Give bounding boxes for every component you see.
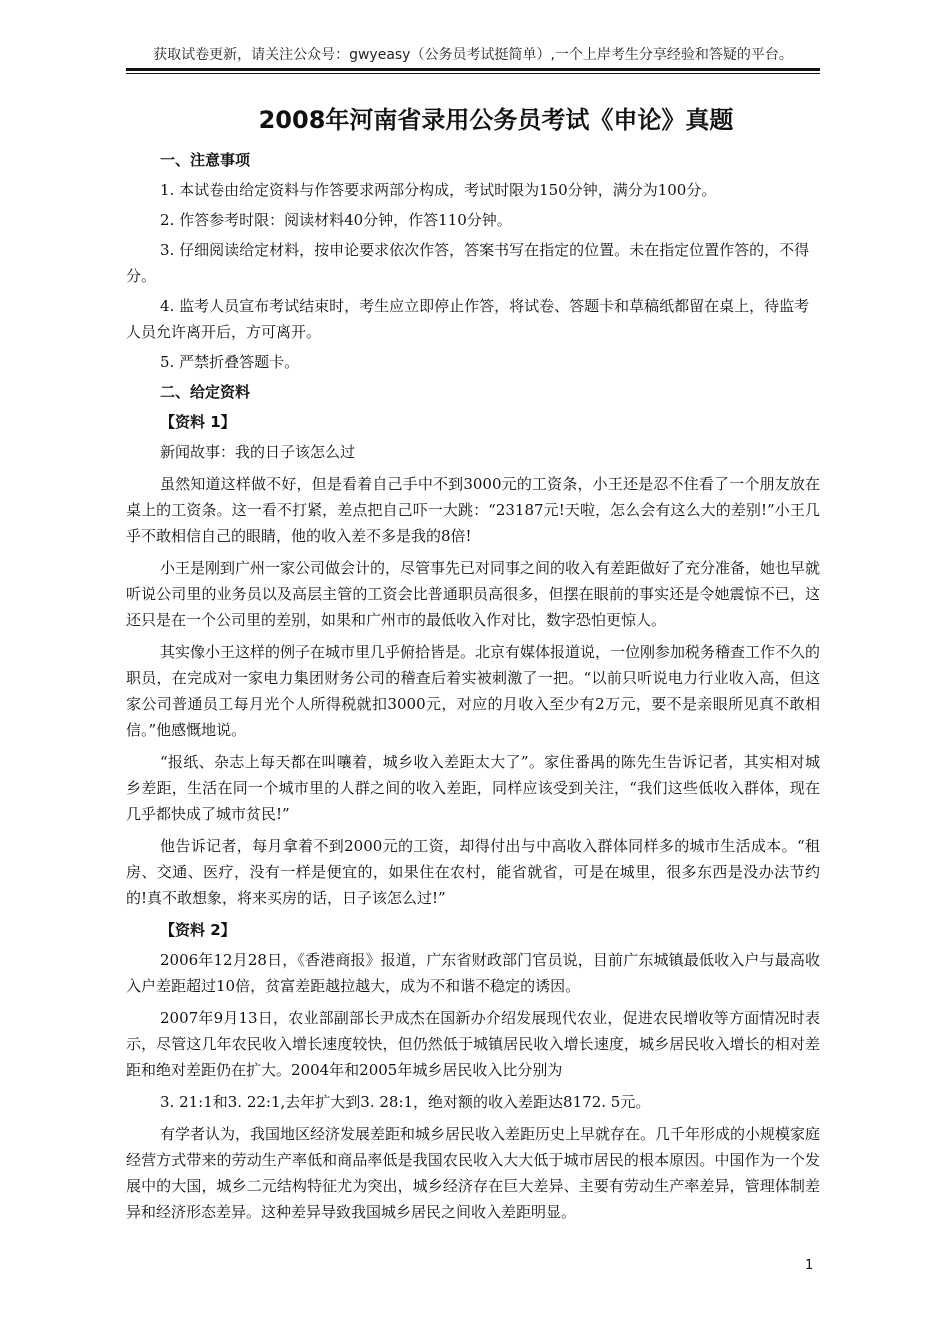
note-item: 2. 作答参考时限：阅读材料40分钟，作答110分钟。 bbox=[160, 211, 512, 229]
notes-heading: 一、注意事项 bbox=[160, 151, 251, 169]
page-number: 1 bbox=[805, 1258, 814, 1273]
page-header: 获取试卷更新，请关注公众号：gwyeasy（公务员考试挺简单）,一个上岸考生分享经验和答疑的平台。 bbox=[153, 47, 793, 63]
note-item: 5. 严禁折叠答题卡。 bbox=[160, 353, 300, 371]
material-1-paragraph: 虽然知道这样做不好，但是看着自己手中不到3000元的工资条，小王还是忍不住看了一个朋友放在桌上的工资条。这一看不打紧，差点把自己吓一大跳：“23187元!天啦，怎么会有这么大的差别!”小王几乎不敢相信自己的眼睛，他的收入差不多是我的8倍! bbox=[126, 475, 820, 545]
material-1-paragraph: 小王是刚到广州一家公司做会计的，尽管事先已对同事之间的收入有差距做好了充分准备，她也早就听说公司里的业务员以及高层主管的工资会比普通职员高很多，但摆在眼前的事实还是令她震惊不已，这还只是在一个公司里的差别，如果和广州市的最低收入作对比，数字恐怕更惊人。 bbox=[126, 559, 821, 629]
material-1-label: 【资料 1】 bbox=[160, 413, 236, 431]
material-2-paragraph: 3. 21:1和3. 22:1,去年扩大到3. 28:1，绝对额的收入差距达8172. 5元。 bbox=[160, 1093, 651, 1111]
materials-heading: 二、给定资料 bbox=[160, 383, 251, 401]
material-1-paragraph: “报纸、杂志上每天都在叫嚷着，城乡收入差距太大了”。家住番禺的陈先生告诉记者，其实相对城乡差距，生活在同一个城市里的人群之间的收入差距，同样应该受到关注，“我们这些低收入群体，现在几乎都快成了城市贫民!” bbox=[126, 753, 820, 823]
material-2-paragraph: 2006年12月28日，《香港商报》报道，广东省财政部门官员说，目前广东城镇最低收入户与最高收入户差距超过10倍，贫富差距越拉越大，成为不和谐不稳定的诱因。 bbox=[126, 951, 820, 995]
material-2-label: 【资料 2】 bbox=[160, 921, 236, 939]
header-rule-thin bbox=[126, 73, 820, 74]
note-item: 3. 仔细阅读给定材料，按申论要求依次作答，答案书写在指定的位置。未在指定位置作答的，不得分。 bbox=[126, 241, 810, 285]
page-title: 2008年河南省录用公务员考试《申论》真题 bbox=[258, 106, 734, 134]
material-1-paragraph: 他告诉记者，每月拿着不到2000元的工资，却得付出与中高收入群体同样多的城市生活成本。“租房、交通、医疗，没有一样是便宜的，如果住在农村，能省就省，可是在城里，很多东西是没办法节约的!真不敢想象，将来买房的话，日子该怎么过!” bbox=[126, 837, 820, 907]
note-item: 1. 本试卷由给定资料与作答要求两部分构成，考试时限为150分钟，满分为100分。 bbox=[160, 181, 717, 199]
header-rule bbox=[126, 68, 820, 71]
note-item: 4. 监考人员宣布考试结束时，考生应立即停止作答，将试卷、答题卡和草稿纸都留在桌上，待监考人员允许离开后，方可离开。 bbox=[126, 297, 810, 341]
material-2-paragraph: 有学者认为，我国地区经济发展差距和城乡居民收入差距历史上早就存在。几千年形成的小规模家庭经营方式带来的劳动生产率低和商品率低是我国农民收入大大低于城市居民的根本原因。中国作为一个发展中的大国，城乡二元结构特征尤为突出，城乡经济存在巨大差异、主要有劳动生产率差异，管理体制差异和经济形态差异。这种差异导致我国城乡居民之间收入差距明显。 bbox=[126, 1125, 821, 1221]
material-2-paragraph: 2007年9月13日，农业部副部长尹成杰在国新办介绍发展现代农业，促进农民增收等方面情况时表示，尽管这几年农民收入增长速度较快，但仍然低于城镇居民收入增长速度，城乡居民收入增长的相对差距和绝对差距仍在扩大。2004年和2005年城乡居民收入比分别为 bbox=[126, 1009, 820, 1079]
material-1-paragraph: 其实像小王这样的例子在城市里几乎俯拾皆是。北京有媒体报道说，一位刚参加税务稽查工作不久的职员，在完成对一家电力集团财务公司的稽查后着实被刺激了一把。“以前只听说电力行业收入高，但这家公司普通员工每月光个人所得税就扣3000元，对应的月收入至少有2万元，要不是亲眼所见真不敢相信。”他感慨地说。 bbox=[126, 643, 821, 739]
document-body bbox=[126, 145, 820, 1231]
material-1-paragraph: 新闻故事：我的日子该怎么过 bbox=[160, 443, 356, 461]
